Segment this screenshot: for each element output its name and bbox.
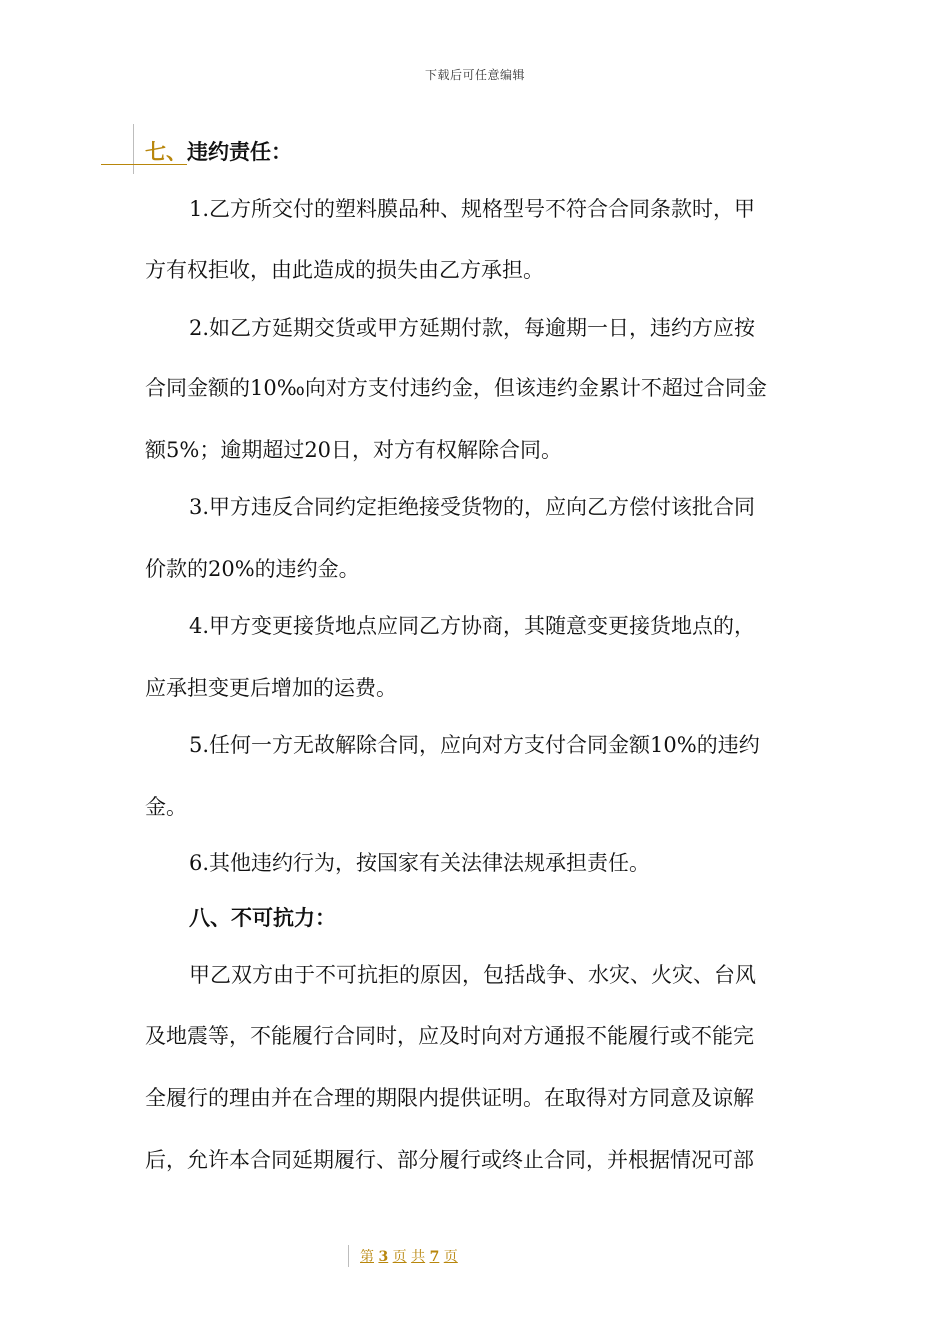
paragraph-line: 及地震等，不能履行合同时，应及时向对方通报不能履行或不能完 [145,1024,754,1048]
total-page-number: 7 [429,1249,440,1265]
paragraph-line: 方有权拒收，由此造成的损失由乙方承担。 [145,258,544,282]
paragraph-line: 2.如乙方延期交货或甲方延期付款，每逾期一日，违约方应按 [189,316,756,340]
footer-word: 共 [411,1249,426,1265]
current-page-number: 3 [378,1249,389,1265]
paragraph-line: 5.任何一方无故解除合同，应向对方支付合同金额10%的违约 [189,733,760,757]
paragraph-line: 1.乙方所交付的塑料膜品种、规格型号不符合合同条款时，甲 [189,197,756,221]
paragraph-line: 甲乙双方由于不可抗拒的原因，包括战争、水灾、火灾、台风 [189,963,756,987]
page-header-note: 下载后可任意编辑 [424,68,525,82]
section-7-number: 七、 [101,140,187,165]
footer-divider [348,1245,349,1267]
paragraph-line: 合同金额的10‰向对方支付违约金，但该违约金累计不超过合同金 [145,376,767,400]
paragraph-line: 4.甲方变更接货地点应同乙方协商，其随意变更接货地点的， [189,614,756,638]
paragraph-line: 价款的20%的违约金。 [145,557,360,581]
section-7-title: 违约责任： [187,140,292,164]
paragraph-line: 金。 [145,795,187,819]
footer-word: 页 [392,1249,407,1265]
paragraph-line: 应承担变更后增加的运费。 [145,676,397,700]
section-8-heading: 八、不可抗力： [189,906,336,930]
footer-word: 页 [443,1249,458,1265]
paragraph-line: 6.其他违约行为，按国家有关法律法规承担责任。 [189,851,651,875]
paragraph-line: 3.甲方违反合同约定拒绝接受货物的，应向乙方偿付该批合同 [189,495,756,519]
page-number-footer [360,1246,458,1266]
paragraph-line: 额5%；逾期超过20日，对方有权解除合同。 [145,438,563,462]
paragraph-line: 后，允许本合同延期履行、部分履行或终止合同，并根据情况可部 [145,1148,754,1172]
section-7-heading [145,138,292,166]
paragraph-line: 全履行的理由并在合理的期限内提供证明。在取得对方同意及谅解 [145,1086,754,1110]
footer-word: 第 [360,1249,374,1265]
